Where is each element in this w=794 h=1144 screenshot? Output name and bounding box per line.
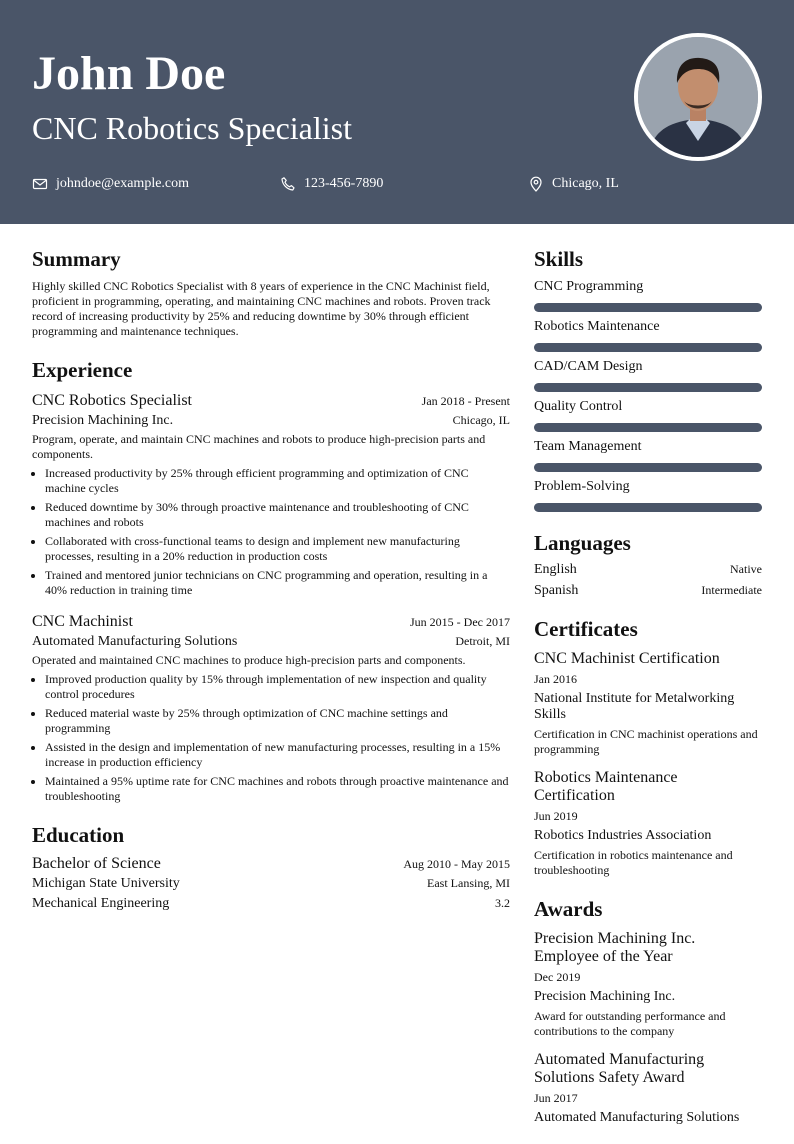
experience-section xyxy=(32,357,510,804)
certificate-date: Jan 2016 xyxy=(534,672,577,686)
certificates-heading: Certificates xyxy=(534,617,638,641)
job-entry xyxy=(32,612,510,804)
award-issuer: Precision Machining Inc. xyxy=(534,989,676,1004)
job-location: Chicago, IL xyxy=(452,413,510,427)
certificate-title: Robotics Maintenance Certification xyxy=(534,769,678,804)
job-company: Precision Machining Inc. xyxy=(32,413,174,428)
language-level: Native xyxy=(730,562,762,576)
candidate-name: John Doe xyxy=(32,47,226,100)
email-text: johndoe@example.com xyxy=(56,176,190,191)
language-row xyxy=(534,583,762,598)
mail-icon xyxy=(32,176,48,192)
skill-name: CAD/CAM Design xyxy=(534,359,643,374)
job-location: Detroit, MI xyxy=(455,634,510,648)
certificate-issuer: Robotics Industries Association xyxy=(534,828,712,843)
certificates-section xyxy=(534,616,762,878)
person-photo-icon xyxy=(638,37,758,157)
contact-location xyxy=(528,174,619,194)
candidate-title: CNC Robotics Specialist xyxy=(32,110,352,146)
awards-heading: Awards xyxy=(534,897,603,921)
skill-bar xyxy=(534,303,762,312)
award-date: Dec 2019 xyxy=(534,970,581,984)
certificate-description: Certification in CNC machinist operations and programming xyxy=(534,727,758,756)
job-bullet: • Collaborated with cross-functional teams to design and implement new manufacturing processes, resulting in a 20% reduction in production costs xyxy=(45,534,510,564)
award-date: Jun 2017 xyxy=(534,1091,578,1105)
skill-name: CNC Programming xyxy=(534,279,644,294)
school-location: East Lansing, MI xyxy=(427,876,510,890)
summary-section xyxy=(32,246,510,339)
contact-email[interactable] xyxy=(32,174,189,194)
skills-heading: Skills xyxy=(534,247,584,271)
job-description: Program, operate, and maintain CNC machines and robots to produce high-precision parts and components. xyxy=(32,432,486,461)
location-text: Chicago, IL xyxy=(552,176,619,191)
job-title: CNC Machinist xyxy=(32,613,133,630)
phone-text: 123-456-7890 xyxy=(304,176,384,191)
award-entry xyxy=(534,1051,762,1126)
job-title: CNC Robotics Specialist xyxy=(32,392,192,409)
major: Mechanical Engineering xyxy=(32,896,170,911)
job-bullet: • Reduced downtime by 30% through proactive maintenance and troubleshooting of CNC machines and robots xyxy=(45,500,510,530)
skill-name: Robotics Maintenance xyxy=(534,319,660,334)
language-name: English xyxy=(534,562,577,577)
award-title: Precision Machining Inc. Employee of the Year xyxy=(534,930,696,965)
location-pin-icon xyxy=(528,176,544,192)
award-issuer: Automated Manufacturing Solutions xyxy=(534,1110,740,1125)
certificate-issuer: National Institute for Metalworking Skills xyxy=(534,691,735,722)
profile-photo xyxy=(634,33,762,161)
skill-bar xyxy=(534,463,762,472)
job-bullet: • Increased productivity by 25% through efficient programming and optimization of CNC machine cycles xyxy=(45,466,510,496)
job-bullet: • Improved production quality by 15% through implementation of new inspection and quality control procedures xyxy=(45,672,510,702)
resume-header xyxy=(0,0,794,224)
job-bullet: • Reduced material waste by 25% through optimization of CNC machine settings and programming xyxy=(45,706,510,736)
summary-heading: Summary xyxy=(32,247,121,271)
certificate-date: Jun 2019 xyxy=(534,809,578,823)
main-column xyxy=(32,246,510,932)
skill-name: Team Management xyxy=(534,439,642,454)
certificate-entry xyxy=(534,769,762,878)
skill-bar xyxy=(534,383,762,392)
summary-text: Highly skilled CNC Robotics Specialist with 8 years of experience in the CNC Machinist field, proficient in programming, operating, and maintaining CNC machines and robots. Proven track record of increasing productivity by 25% and reducing downtime by 30% through efficient programming and maintenance techniques. xyxy=(32,279,491,338)
job-bullets xyxy=(32,672,510,804)
skill-bar xyxy=(534,423,762,432)
award-title: Automated Manufacturing Solutions Safety Award xyxy=(534,1051,705,1086)
degree: Bachelor of Science xyxy=(32,855,161,872)
skill-bar xyxy=(534,503,762,512)
school: Michigan State University xyxy=(32,876,180,891)
languages-section xyxy=(534,530,762,598)
certificate-title: CNC Machinist Certification xyxy=(534,650,720,667)
language-row xyxy=(534,562,762,577)
job-dates: Jan 2018 - Present xyxy=(421,394,510,408)
certificate-entry xyxy=(534,650,762,757)
phone-icon xyxy=(280,176,296,192)
job-description: Operated and maintained CNC machines to produce high-precision parts and components. xyxy=(32,653,466,667)
skill-name: Problem-Solving xyxy=(534,479,630,494)
language-level: Intermediate xyxy=(701,583,762,597)
certificate-description: Certification in robotics maintenance and troubleshooting xyxy=(534,848,733,877)
job-bullets xyxy=(32,466,510,598)
contact-phone[interactable] xyxy=(280,174,383,194)
language-name: Spanish xyxy=(534,583,579,598)
job-dates: Jun 2015 - Dec 2017 xyxy=(410,615,510,629)
experience-heading: Experience xyxy=(32,358,133,382)
gpa: 3.2 xyxy=(495,896,510,910)
skill-bar xyxy=(534,343,762,352)
job-company: Automated Manufacturing Solutions xyxy=(32,634,238,649)
languages-heading: Languages xyxy=(534,531,631,555)
sidebar-column xyxy=(534,246,762,1144)
award-entry xyxy=(534,930,762,1039)
education-heading: Education xyxy=(32,823,125,847)
job-entry xyxy=(32,391,510,598)
job-bullet: • Trained and mentored junior technicians on CNC programming and operation, resulting in a 40% reduction in training time xyxy=(45,568,510,598)
awards-section xyxy=(534,896,762,1126)
job-bullet: • Maintained a 95% uptime rate for CNC machines and robots through proactive maintenance and troubleshooting xyxy=(45,774,510,804)
award-description: Award for outstanding performance and contributions to the company xyxy=(534,1009,726,1038)
education-dates: Aug 2010 - May 2015 xyxy=(403,857,510,871)
education-section xyxy=(32,822,510,914)
skills-section xyxy=(534,246,762,512)
skill-name: Quality Control xyxy=(534,399,623,414)
job-bullet: • Assisted in the design and implementation of new manufacturing processes, resulting in a 15% increase in production efficiency xyxy=(45,740,510,770)
